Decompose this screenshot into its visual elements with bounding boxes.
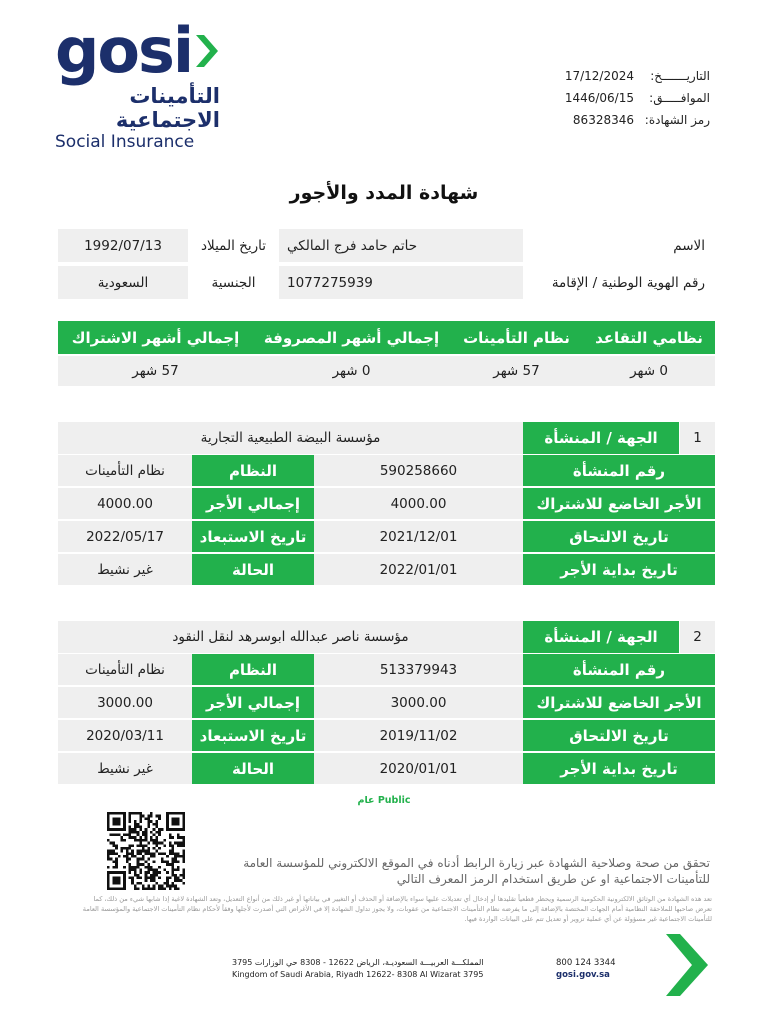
establishment-row-value: 2020/01/01 xyxy=(314,753,523,784)
summary-header-retirement: نظامي التقاعد xyxy=(583,321,715,354)
summary-header-insurance: نظام التأمينات xyxy=(450,321,583,354)
establishment-row-label: تاريخ الالتحاق xyxy=(523,521,715,552)
logo-arabic-name: التأمينات الاجتماعية xyxy=(115,84,220,132)
meta-hijri-date: الموافـــــق: 1446/06/15 xyxy=(564,91,710,105)
meta-certificate-code: رمز الشهادة: 86328346 xyxy=(572,113,710,127)
nationality-value: السعودية xyxy=(58,266,188,299)
establishment-index: 2 xyxy=(680,621,715,653)
dob-value: 1992/07/13 xyxy=(58,229,188,262)
footer-phone: 800 124 3344 xyxy=(556,958,616,968)
classification-label: عام Public xyxy=(357,795,411,806)
name-value: حاتم حامد فرج المالكي xyxy=(279,229,523,262)
summary-value-insurance: 57 شهر xyxy=(450,356,583,386)
summary-header-paid-months: إجمالي أشهر المصروفة xyxy=(253,321,450,354)
name-label: الاسم xyxy=(673,237,705,254)
establishment-entity-label: الجهة / المنشأة xyxy=(523,621,679,653)
establishment-row-value2: 3000.00 xyxy=(58,687,192,718)
chevron-right-icon xyxy=(662,932,710,998)
establishment-entity-name: مؤسسة البيضة الطبيعية التجارية xyxy=(58,422,523,454)
establishment-row-value: 2019/11/02 xyxy=(314,720,523,751)
establishment-row-label2: إجمالي الأجر xyxy=(192,488,314,519)
qr-code-icon[interactable] xyxy=(107,812,185,890)
establishment-row-label2: الحالة xyxy=(192,753,314,784)
establishment-entity-name: مؤسسة ناصر عبدالله ابوسرهد لنقل النقود xyxy=(58,621,523,653)
footer-address xyxy=(232,957,483,981)
establishment-row-value: 590258660 xyxy=(314,455,523,486)
summary-header-subscribed-months: إجمالي أشهر الاشتراك xyxy=(58,321,253,354)
establishment-entity-label: الجهة / المنشأة xyxy=(523,422,679,454)
establishment-row-value2: 2022/05/17 xyxy=(58,521,192,552)
establishment-row-value2: 4000.00 xyxy=(58,488,192,519)
nationality-label: الجنسية xyxy=(211,274,256,291)
establishment-row-value2: نظام التأمينات xyxy=(58,654,192,685)
establishment-row-label2: الحالة xyxy=(192,554,314,585)
establishment-index: 1 xyxy=(680,422,715,454)
establishment-row-value2: 2020/03/11 xyxy=(58,720,192,751)
establishment-row-value: 2021/12/01 xyxy=(314,521,523,552)
establishment-row-label: الأجر الخاضع للاشتراك xyxy=(523,687,715,718)
establishment-row-label2: تاريخ الاستبعاد xyxy=(192,521,314,552)
id-label: رقم الهوية الوطنية / الإقامة xyxy=(551,274,705,291)
establishment-row-value: 3000.00 xyxy=(314,687,523,718)
certificate-meta xyxy=(565,65,710,131)
gosi-logo xyxy=(55,14,255,152)
establishment-row-value: 2022/01/01 xyxy=(314,554,523,585)
establishment-row-value2: غير نشيط xyxy=(58,753,192,784)
establishment-row-label: تاريخ بداية الأجر xyxy=(523,554,715,585)
establishment-row-label: رقم المنشأة xyxy=(523,654,715,685)
establishment-row-label: تاريخ بداية الأجر xyxy=(523,753,715,784)
establishment-row-value2: غير نشيط xyxy=(58,554,192,585)
summary-value-retirement: 0 شهر xyxy=(583,356,715,386)
chevron-right-icon xyxy=(194,31,220,71)
summary-value-paid-months: 0 شهر xyxy=(253,356,450,386)
footer-contact xyxy=(556,957,615,981)
footer-address-arabic: المملكـــة العربيـــة السعوديـة، الرياض 12622 - 8308 حي الوزارات 3795 xyxy=(232,958,484,967)
establishment-row-value: 4000.00 xyxy=(314,488,523,519)
establishment-row-value2: نظام التأمينات xyxy=(58,455,192,486)
footer-website-link[interactable]: gosi.gov.sa xyxy=(556,970,610,980)
establishment-row-label: رقم المنشأة xyxy=(523,455,715,486)
establishment-row-label2: النظام xyxy=(192,654,314,685)
logo-english-name: Social Insurance xyxy=(55,132,195,152)
id-value: 1077275939 xyxy=(279,266,523,299)
establishment-row-value: 513379943 xyxy=(314,654,523,685)
footer-address-english: Kingdom of Saudi Arabia, Riyadh 12622- 8308 Al Wizarat 3795 xyxy=(232,970,484,979)
establishment-row-label2: إجمالي الأجر xyxy=(192,687,314,718)
verification-text: تحقق من صحة وصلاحية الشهادة عبر زيارة الرابط أدناه في الموقع الالكتروني للمؤسسة العامة للتأمينات الاجتماعية او عن طريق استخدام الرمز المعرف التالي xyxy=(243,856,710,886)
establishment-row-label2: النظام xyxy=(192,455,314,486)
establishment-row-label: تاريخ الالتحاق xyxy=(523,720,715,751)
logo-wordmark: gosi xyxy=(55,14,193,87)
dob-label: تاريخ الميلاد xyxy=(201,237,266,254)
summary-value-subscribed-months: 57 شهر xyxy=(58,356,253,386)
page-title: شهادة المدد والأجور xyxy=(289,182,479,204)
establishment-row-label2: تاريخ الاستبعاد xyxy=(192,720,314,751)
establishment-row-label: الأجر الخاضع للاشتراك xyxy=(523,488,715,519)
legal-disclaimer: تعد هذه الشهادة من الوثائق الالكترونية الحكومية الرسمية ويحظر قطعياً تقليدها أو إدخال أي تعديلات عليها سواء بالإضافة أو الحذف أو التغيير في بياناتها أو غير ذلك من أنواع التعديل، وتعد الشهادة لاغية إذا شابها شيء من ذلك، كما تعرض صاحبها للملاحقة النظامية أمام الجهات المختصة بالإضافة إلى ما يفرضه نظام التأمينات الاجتماعية من عقوبات، ولا يجوز تداول الشهادة إلا في الأغراض التي أصدرت لأجلها وفقاً لأحكام نظام التأمينات الاجتماعية والمؤسسة العامة للتأمينات الاجتماعية غير مسؤولة عن أي عملية تزوير أو تعديل تتم على البيانات الواردة فيها. xyxy=(82,895,712,923)
meta-date: التاريـــــــخ: 17/12/2024 xyxy=(564,69,710,83)
